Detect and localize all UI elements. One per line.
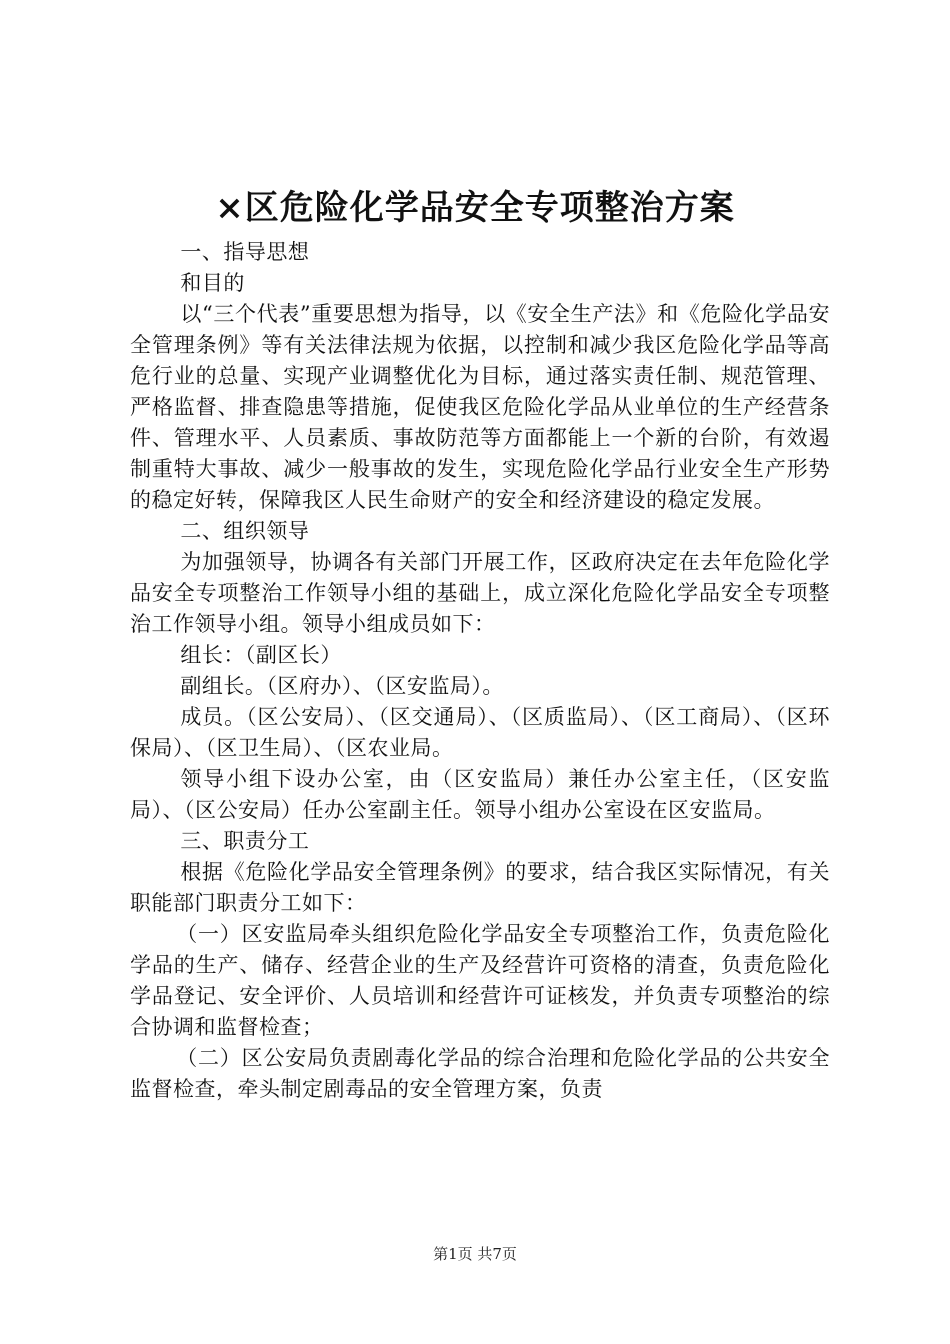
section-heading-duties: 三、职责分工	[180, 829, 310, 853]
paragraph-members: 成员。（区公安局）、（区交通局）、（区质监局）、（区工商局）、（区环保局）、（区卫生局）、（区农业局。	[130, 705, 830, 760]
section-heading-guiding: 一、指导思想	[180, 240, 310, 264]
paragraph-deputy-leader: 副组长。（区府办）、（区安监局）。	[180, 674, 504, 698]
section-heading-purpose: 和目的	[180, 271, 245, 295]
page-footer: 第1页 共7页	[433, 1245, 517, 1263]
paragraph-organization-text: 为加强领导，协调各有关部门开展工作，区政府决定在去年危险化学品安全专项整治工作领导小组的基础上，成立深化危险化学品安全专项整治工作领导小组。领导小组成员如下：	[130, 550, 830, 636]
paragraph-duties-intro: 根据《危险化学品安全管理条例》的要求，结合我区实际情况，有关职能部门职责分工如下：	[130, 860, 830, 915]
paragraph-duty-2: （二）区公安局负责剧毒化学品的综合治理和危险化学品的公共安全监督检查，牵头制定剧毒品的安全管理方案，负责	[130, 1046, 830, 1101]
document-title: ×区危险化学品安全专项整治方案	[215, 188, 735, 228]
section-heading-organization: 二、组织领导	[180, 519, 310, 543]
paragraph-guiding-text: 以“三个代表”重要思想为指导，以《安全生产法》和《危险化学品安全管理条例》等有关法律法规为依据，以控制和减少我区危险化学品等高危行业的总量、实现产业调整优化为目标，通过落实责任制、规范管理、严格监督、排查隐患等措施，促使我区危险化学品从业单位的生产经营条件、管理水平、人员素质、事故防范等方面都能上一个新的台阶，有效遏制重特大事故、减少一般事故的发生，实现危险化学品行业安全生产形势的稳定好转，保障我区人民生命财产的安全和经济建设的稳定发展。	[130, 302, 830, 512]
paragraph-duty-1: （一）区安监局牵头组织危险化学品安全专项整治工作，负责危险化学品的生产、储存、经营企业的生产及经营许可资格的清查，负责危险化学品登记、安全评价、人员培训和经营许可证核发，并负责专项整治的综合协调和监督检查；	[130, 922, 830, 1039]
document-body	[130, 237, 830, 1105]
paragraph-group-leader: 组长：（副区长）	[180, 643, 342, 667]
paragraph-office: 领导小组下设办公室，由（区安监局）兼任办公室主任，（区安监局）、（区公安局）任办公室副主任。领导小组办公室设在区安监局。	[130, 767, 830, 822]
